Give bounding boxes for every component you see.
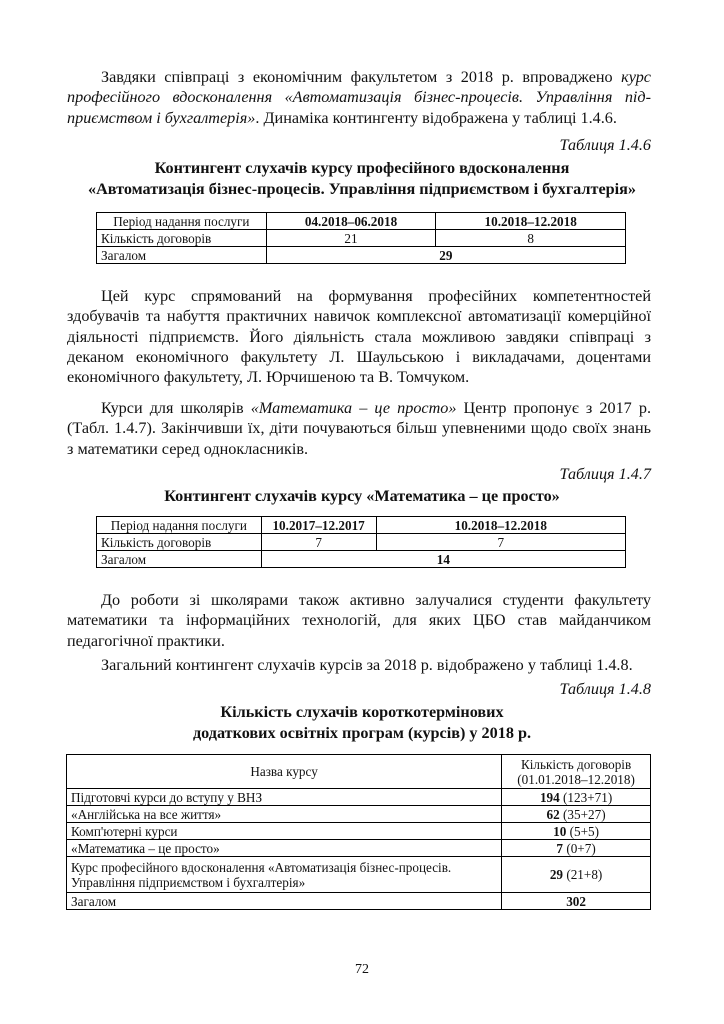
table-row bbox=[67, 806, 651, 823]
row-label: Кількість договорів bbox=[97, 534, 262, 551]
header-cell: 10.2018–12.2018 bbox=[436, 213, 626, 230]
math-course-paragraph bbox=[67, 398, 651, 459]
table-label-147: Таблиця 1.4.7 bbox=[559, 465, 651, 483]
contracts-detail: (123+71) bbox=[559, 789, 613, 805]
contracts-detail: (35+27) bbox=[559, 806, 606, 822]
table-row bbox=[97, 247, 626, 264]
table-row bbox=[67, 789, 651, 806]
table-row bbox=[97, 551, 626, 568]
course-name-cell: Комп'ютерні курси bbox=[67, 823, 502, 840]
table-cell: 7 bbox=[376, 534, 625, 551]
course-name-cell: «Математика – це просто» bbox=[67, 840, 502, 857]
header-cell: 10.2018–12.2018 bbox=[376, 517, 625, 534]
math-tail-text: Центр пропонує з 2017 р. (Табл. 1.4.7). Закінчивши їх, діти почуваються більш упевненими щодо своїх знань з математики серед однокласників. bbox=[67, 399, 651, 458]
contracts-total: 7 bbox=[556, 840, 564, 856]
header-cell: Період надання послуги bbox=[97, 517, 262, 534]
table-cell: 7 bbox=[261, 534, 376, 551]
table-title-148-line1: Кількість слухачів короткотермінових bbox=[220, 703, 504, 721]
table-label-148: Таблиця 1.4.8 bbox=[559, 680, 651, 698]
table-row bbox=[67, 823, 651, 840]
total-cell: 302 bbox=[502, 893, 651, 910]
table-row bbox=[97, 213, 626, 230]
table-title-146-line1: Контингент слухачів курсу професійного вдосконалення bbox=[154, 159, 570, 177]
total-cell: 29 bbox=[266, 247, 625, 264]
header-cell: Період надання послуги bbox=[97, 213, 267, 230]
contracts-detail: (5+5) bbox=[566, 823, 600, 839]
table-row bbox=[97, 230, 626, 247]
table-147 bbox=[96, 516, 626, 568]
table-title-147: Контингент слухачів курсу «Математика – це просто» bbox=[164, 487, 560, 505]
course-name-italic: курс професійного вдосконалення «Автоматизація бізнес-процесів. Управління під-приємством і бухгалтерія» bbox=[67, 68, 651, 127]
row-label: Загалом bbox=[67, 893, 502, 910]
contracts-cell bbox=[502, 823, 651, 840]
header-contracts-label: Кількість договорів bbox=[520, 756, 632, 772]
table-title-146-line2: «Автоматизація бізнес-процесів. Управління підприємством і бухгалтерія» bbox=[88, 180, 636, 198]
contracts-cell bbox=[502, 840, 651, 857]
intro-text: Завдяки співпраці з економічним факультетом з 2018 р. впроваджено bbox=[101, 68, 622, 86]
intro-paragraph bbox=[67, 67, 651, 128]
contracts-cell bbox=[502, 789, 651, 806]
table-row bbox=[67, 755, 651, 789]
table-title-148-line2: додаткових освітніх програм (курсів) у 2018 р. bbox=[192, 724, 532, 742]
row-label: Загалом bbox=[97, 551, 262, 568]
header-cell: 04.2018–06.2018 bbox=[266, 213, 436, 230]
course-description-paragraph: Цей курс спрямований на формування професійних компетентностей здобувачів та набуття практичних навичок комплексної автоматизації комерційної діяльності підприємств. Його діяльність стала можливою завдяки співпраці з деканом економічного факультету Л. Шаульською і викладачами, доцентами економічного факультету, Л. Юрчишеною та В. Томчуком. bbox=[67, 287, 651, 387]
contracts-detail: (0+7) bbox=[563, 840, 596, 856]
table-cell: 8 bbox=[436, 230, 626, 247]
page-number: 72 bbox=[355, 962, 369, 977]
total-cell: 14 bbox=[261, 551, 625, 568]
table-146 bbox=[96, 212, 626, 264]
header-cell-contracts bbox=[502, 755, 651, 789]
table-cell: 21 bbox=[266, 230, 436, 247]
row-label: Загалом bbox=[97, 247, 267, 264]
contracts-cell bbox=[502, 806, 651, 823]
table-label-146: Таблиця 1.4.6 bbox=[559, 136, 651, 154]
header-cell-course-name: Назва курсу bbox=[67, 755, 502, 789]
contracts-total: 29 bbox=[549, 867, 564, 882]
course-name-cell: Підготовчі курси до вступу у ВНЗ bbox=[67, 789, 502, 806]
course-name-cell: Курс професійного вдосконалення «Автоматизація бізнес-процесів. Управління підприємством і бухгалтерія» bbox=[67, 857, 502, 893]
contracts-detail: (21+8) bbox=[563, 867, 603, 882]
header-cell: 10.2017–12.2017 bbox=[261, 517, 376, 534]
summary-paragraph: Загальний контингент слухачів курсів за 2018 р. відображено у таблиці 1.4.8. bbox=[101, 656, 633, 674]
header-contracts-period: (01.01.2018–12.2018) bbox=[517, 771, 635, 787]
contracts-cell bbox=[502, 857, 651, 893]
table-row bbox=[67, 857, 651, 893]
table-row bbox=[97, 517, 626, 534]
table-row bbox=[67, 893, 651, 910]
contracts-total: 10 bbox=[553, 823, 567, 839]
intro-tail: . Динаміка контингенту відображена у таблиці 1.4.6. bbox=[255, 108, 617, 127]
students-paragraph: До роботи зі школярами також активно залучалися студенти факультету математики та інформаційних технологій, для яких ЦБО став майданчиком педагогічної практики. bbox=[67, 591, 651, 650]
row-label: Кількість договорів bbox=[97, 230, 267, 247]
contracts-total: 62 bbox=[546, 806, 560, 822]
table-row bbox=[97, 534, 626, 551]
table-148 bbox=[66, 754, 651, 910]
table-row bbox=[67, 840, 651, 857]
contracts-total: 194 bbox=[539, 789, 560, 805]
course-name-cell: «Англійська на все життя» bbox=[67, 806, 502, 823]
math-lead-text: Курси для школярів bbox=[101, 399, 251, 417]
math-course-name: «Математика – це просто» bbox=[250, 399, 457, 417]
